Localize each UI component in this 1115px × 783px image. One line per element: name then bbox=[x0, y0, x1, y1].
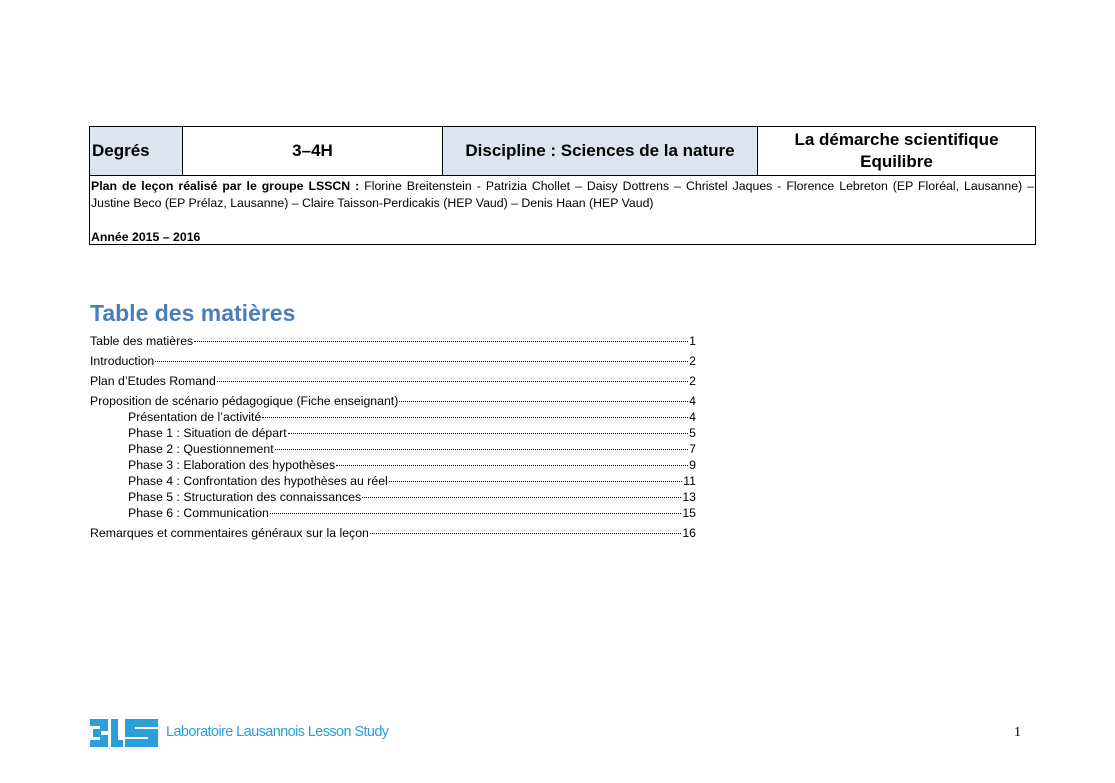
toc-entry-label: Phase 2 : Questionnement bbox=[128, 442, 274, 456]
degres-label: Degrés bbox=[90, 127, 183, 175]
toc-entry-page: 2 bbox=[689, 354, 696, 368]
toc-entry-page: 9 bbox=[689, 458, 696, 472]
toc-entry-page: 15 bbox=[682, 506, 696, 520]
dot-leader bbox=[399, 401, 688, 402]
toc-entry-label: Phase 5 : Structuration des connaissances bbox=[128, 490, 362, 504]
dot-leader bbox=[389, 481, 682, 482]
toc-entry-label: Présentation de l’activité bbox=[128, 410, 262, 424]
toc-entry-label: Table des matières bbox=[90, 334, 194, 348]
discipline-label: Discipline : Sciences de la nature bbox=[443, 127, 758, 175]
header-table bbox=[89, 126, 1036, 245]
plan-row bbox=[90, 176, 1035, 246]
toc-entry[interactable] bbox=[128, 441, 696, 457]
header-row bbox=[90, 127, 1035, 176]
toc-entry-page: 1 bbox=[689, 334, 696, 348]
toc-entry[interactable] bbox=[128, 489, 696, 505]
dot-leader bbox=[217, 381, 688, 382]
toc-entry-page: 16 bbox=[682, 526, 696, 540]
dot-leader bbox=[270, 513, 682, 514]
toc-entry-page: 2 bbox=[689, 374, 696, 388]
toc-entry[interactable] bbox=[90, 353, 696, 369]
toc-entry-page: 11 bbox=[683, 474, 696, 488]
toc-entry-page: 4 bbox=[689, 394, 696, 408]
topic-cell bbox=[758, 127, 1035, 175]
dot-leader bbox=[275, 449, 689, 450]
toc-entry-label: Plan d’Etudes Romand bbox=[90, 374, 216, 388]
toc-entry-label: Phase 3 : Elaboration des hypothèses bbox=[128, 458, 336, 472]
toc-entry[interactable] bbox=[128, 473, 696, 489]
grade-value: 3–4H bbox=[183, 127, 443, 175]
toc-entry[interactable] bbox=[128, 457, 696, 473]
toc-entry-page: 5 bbox=[689, 426, 696, 440]
toc-entry-label: Phase 6 : Communication bbox=[128, 506, 269, 520]
dot-leader bbox=[194, 341, 688, 342]
dot-leader bbox=[362, 497, 681, 498]
toc-entry-page: 13 bbox=[682, 490, 696, 504]
topic-line-1: La démarche scientifique bbox=[794, 130, 999, 149]
toc-entry[interactable] bbox=[90, 373, 696, 389]
dot-leader bbox=[262, 417, 688, 418]
toc-entry-label: Introduction bbox=[90, 354, 155, 368]
year-text: Année 2015 – 2016 bbox=[91, 230, 201, 244]
lls-logo-icon bbox=[89, 716, 159, 750]
toc-entry[interactable] bbox=[90, 333, 696, 349]
toc-entry-label: Proposition de scénario pédagogique (Fiche enseignant) bbox=[90, 394, 399, 408]
toc-entry-page: 4 bbox=[689, 410, 696, 424]
toc-entry-label: Phase 1 : Situation de départ bbox=[128, 426, 287, 440]
topic-line-2: Equilibre bbox=[860, 152, 933, 171]
toc-title: Table des matières bbox=[90, 300, 296, 326]
toc-entry[interactable] bbox=[90, 393, 696, 409]
toc-entry[interactable] bbox=[128, 425, 696, 441]
plan-authors: Florine Breitenstein - Patrizia Chollet – Daisy Dottrens – Christel Jaques - Florence Lebreton (EP Floréal, Lausanne) – Justine Beco (EP Prélaz, Lausanne) – Claire Taisson-Perdicakis (HEP Vaud) – Denis Haan (HEP Vaud) bbox=[91, 179, 1034, 210]
plan-text bbox=[91, 178, 1034, 212]
dot-leader bbox=[155, 361, 688, 362]
toc-entry[interactable] bbox=[128, 505, 696, 521]
toc-entry-page: 7 bbox=[689, 442, 696, 456]
logo-text: Laboratoire Lausannois Lesson Study bbox=[166, 724, 389, 740]
toc-entry-label: Phase 4 : Confrontation des hypothèses au réel bbox=[128, 474, 388, 488]
toc-entry[interactable] bbox=[128, 409, 696, 425]
toc-entry-label: Remarques et commentaires généraux sur la leçon bbox=[90, 526, 369, 540]
dot-leader bbox=[370, 533, 681, 534]
dot-leader bbox=[336, 465, 688, 466]
page-number: 1 bbox=[1014, 725, 1021, 740]
dot-leader bbox=[288, 433, 689, 434]
plan-label: Plan de leçon réalisé par le groupe LSSCN : bbox=[91, 179, 360, 193]
toc-entry[interactable] bbox=[90, 525, 696, 541]
